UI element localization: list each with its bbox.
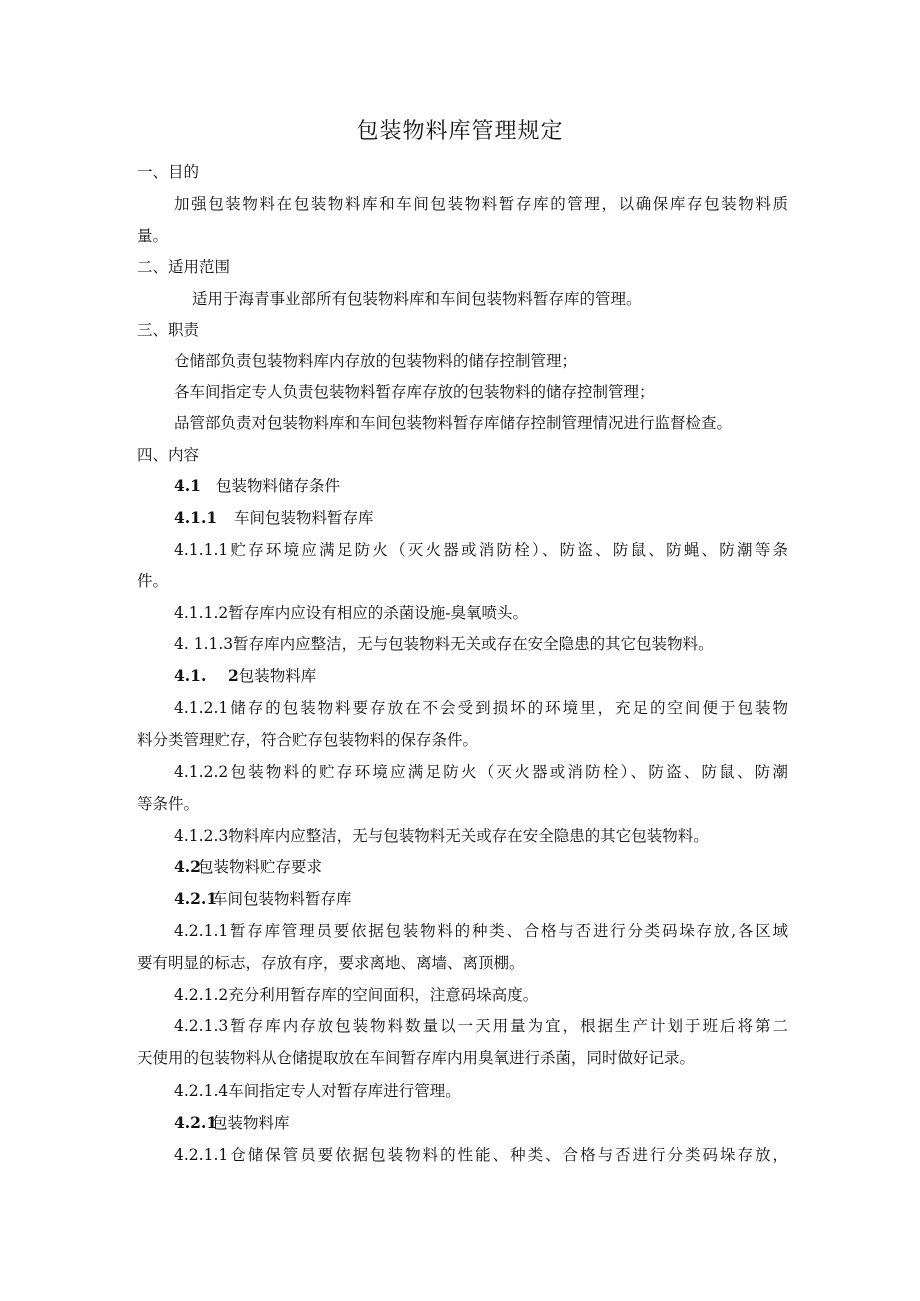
clause-4-2-1-1-line2: 要有明显的标志，存放有序，要求离地、离墙、离顶棚。 xyxy=(137,954,525,972)
purpose-paragraph-line1: 加强包装物料在包装物料库和车间包装物料暂存库的管理，以确保库存包装物料质 xyxy=(174,195,788,213)
subsection-4-2 xyxy=(174,857,322,877)
subsection-4-1-2 xyxy=(174,666,316,686)
responsibility-item: 仓储部负责包装物料库内存放的包装物料的储存控制管理； xyxy=(174,352,578,370)
subsection-4-1-1 xyxy=(174,508,374,528)
subsection-number: 4.1 xyxy=(174,476,201,495)
clause-4-1-1-3: 4. 1.1.3暂存库内应整洁，无与包装物料无关或存在安全隐患的其它包装物料。 xyxy=(174,635,714,653)
subsection-number: 4.1. 2 xyxy=(174,666,239,685)
subsection-4-1 xyxy=(174,476,340,496)
responsibility-item: 各车间指定专人负责包装物料暂存库存放的包装物料的储存控制管理； xyxy=(174,383,655,401)
subsection-title: 包装物料储存条件 xyxy=(216,477,341,495)
clause-4-1-1-2: 4.1.1.2暂存库内应设有相应的杀菌设施-臭氧喷头。 xyxy=(174,604,528,622)
subsection-number: 4.2.1 xyxy=(174,1113,218,1132)
subsection-number: 4.2.1 xyxy=(174,889,218,908)
subsection-number: 4.1.1 xyxy=(174,508,218,527)
section-heading-purpose: 一、目的 xyxy=(137,163,200,181)
document-title: 包装物料库管理规定 xyxy=(356,119,564,144)
subsection-title: 车间包装物料暂存库 xyxy=(212,890,352,908)
responsibility-item: 品管部负责对包装物料库和车间包装物料暂存库储存控制管理情况进行监督检查。 xyxy=(174,414,733,432)
subsection-title: 包装物料贮存要求 xyxy=(198,858,323,876)
section-heading-content: 四、内容 xyxy=(137,446,200,464)
section-heading-scope: 二、适用范围 xyxy=(137,258,231,276)
subsection-title: 包装物料库 xyxy=(212,1114,290,1132)
clause-4-2-1-1-warehouse: 4.2.1.1仓储保管员要依据包装物料的性能、种类、合格与否进行分类码垛存放， xyxy=(174,1146,788,1164)
clause-4-2-1-1-line1: 4.2.1.1暂存库管理员要依据包装物料的种类、合格与否进行分类码垛存放,各区域 xyxy=(174,922,788,940)
clause-4-2-1-2: 4.2.1.2充分利用暂存库的空间面积，注意码垛高度。 xyxy=(174,986,539,1004)
clause-4-1-2-1-line1: 4.1.2.1储存的包装物料要存放在不会受到损坏的环境里，充足的空间便于包装物 xyxy=(174,699,788,717)
subsection-number: 4.2 xyxy=(174,857,201,876)
clause-4-1-2-3: 4.1.2.3物料库内应整洁，无与包装物料无关或存在安全隐患的其它包装物料。 xyxy=(174,827,709,845)
scope-paragraph: 适用于海青事业部所有包装物料库和车间包装物料暂存库的管理。 xyxy=(192,290,642,308)
subsection-title: 包装物料库 xyxy=(238,667,317,685)
clause-4-2-1-3-line2: 天使用的包装物料从仓储提取放在车间暂存库内用臭氧进行杀菌，同时做好记录。 xyxy=(137,1049,696,1067)
purpose-paragraph-line2: 量。 xyxy=(137,227,169,245)
subsection-4-2-1-warehouse xyxy=(174,1113,290,1133)
clause-4-1-1-1-line2: 件。 xyxy=(137,572,169,590)
clause-4-1-2-1-line2: 料分类管理贮存，符合贮存包装物料的保存条件。 xyxy=(137,731,479,749)
clause-4-1-2-2-line2: 等条件。 xyxy=(137,795,200,813)
clause-4-1-2-2-line1: 4.1.2.2包装物料的贮存环境应满足防火（灭火器或消防栓）、防盗、防鼠、防潮 xyxy=(174,763,788,781)
clause-4-2-1-3-line1: 4.2.1.3暂存库内存放包装物料数量以一天用量为宜，根据生产计划于班后将第二 xyxy=(174,1017,788,1035)
clause-4-2-1-4: 4.2.1.4车间指定专人对暂存库进行管理。 xyxy=(174,1082,461,1100)
clause-4-1-1-1-line1: 4.1.1.1贮存环境应满足防火（灭火器或消防栓）、防盗、防鼠、防蝇、防潮等条 xyxy=(174,541,788,559)
section-heading-responsibilities: 三、职责 xyxy=(137,321,200,339)
subsection-4-2-1 xyxy=(174,889,352,909)
subsection-title: 车间包装物料暂存库 xyxy=(234,509,374,527)
